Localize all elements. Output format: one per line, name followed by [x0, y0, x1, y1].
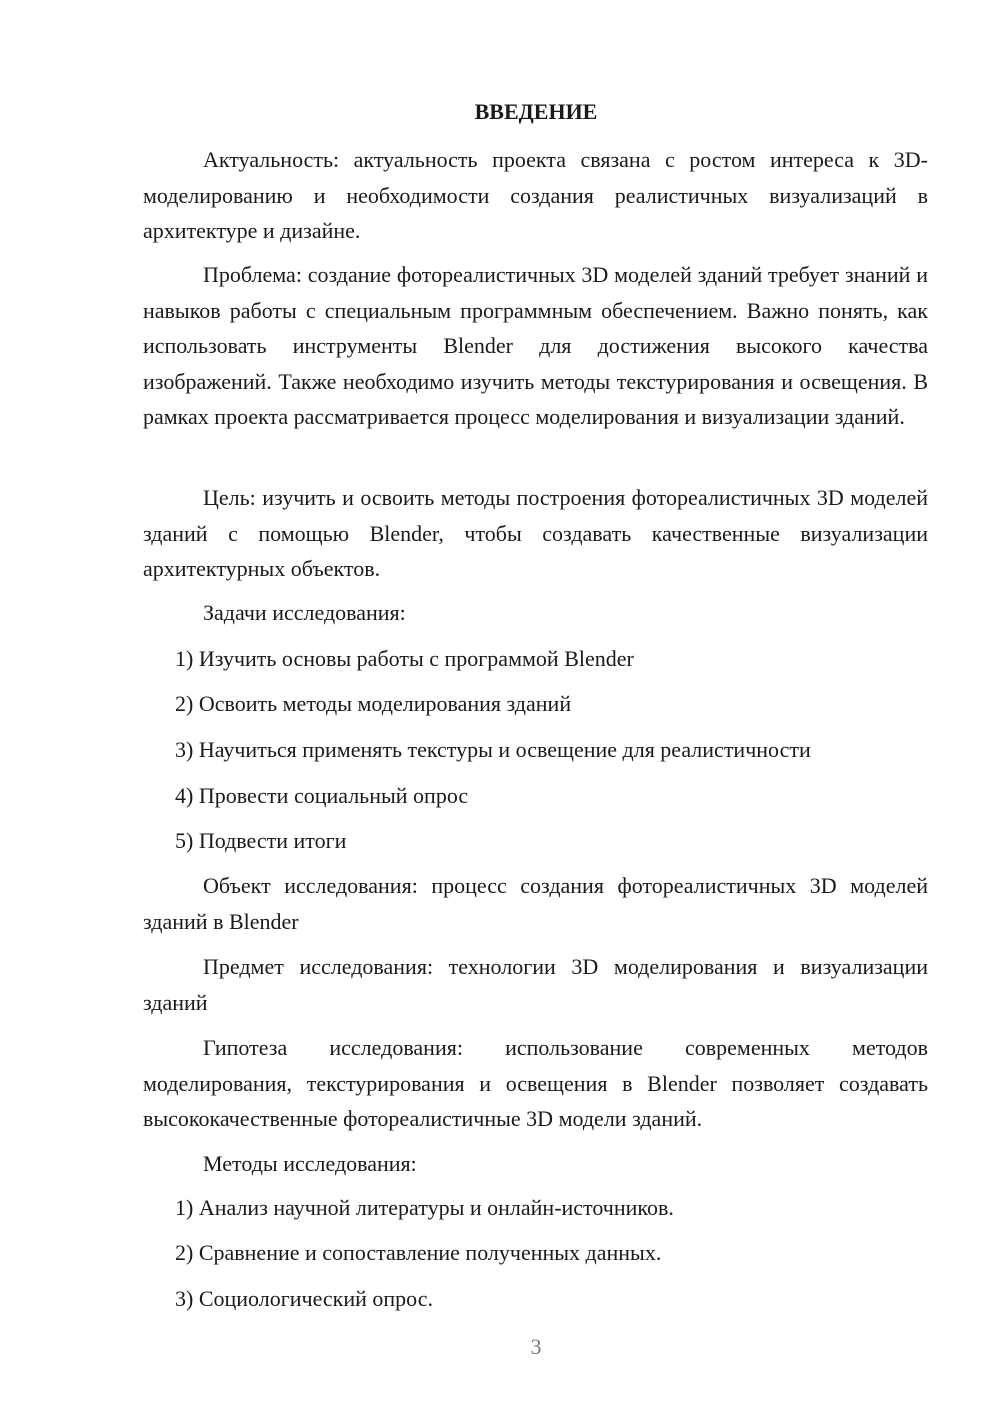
paragraph-goal: Цель: изучить и освоить методы построения фотореалистичных 3D моделей зданий с помощью Blender, чтобы создавать качественные визуализации архитектурных объектов.	[143, 485, 928, 581]
list-item-method-3: 3) Социологический опрос.	[175, 1286, 433, 1311]
list-item-task-1: 1) Изучить основы работы с программой Blender	[175, 646, 634, 671]
paragraph-relevance: Актуальность: актуальность проекта связана с ростом интереса к 3D-моделированию и необходимости создания реалистичных визуализаций в архитектуре и дизайне.	[143, 147, 928, 243]
paragraph-problem: Проблема: создание фотореалистичных 3D моделей зданий требует знаний и навыков работы с специальным программным обеспечением. Важно понять, как использовать инструменты Blender для достижения высокого качества изображений. Также необходимо изучить методы текстурирования и освещения. В рамках проекта рассматривается процесс моделирования и визуализации зданий.	[143, 262, 928, 429]
list-item-method-2: 2) Сравнение и сопоставление полученных данных.	[175, 1240, 662, 1265]
paragraph-hypothesis: Гипотеза исследования: использование современных методов моделирования, текстурирования и освещения в Blender позволяет создавать высококачественные фотореалистичные 3D модели зданий.	[143, 1035, 928, 1131]
list-item-task-3: 3) Научиться применять текстуры и освещение для реалистичности	[175, 737, 811, 762]
list-item-task-4: 4) Провести социальный опрос	[175, 783, 469, 808]
methods-heading: Методы исследования:	[203, 1151, 417, 1176]
section-heading: ВВЕДЕНИЕ	[474, 99, 598, 124]
list-item-task-2: 2) Освоить методы моделирования зданий	[175, 691, 572, 716]
list-item-method-1: 1) Анализ научной литературы и онлайн-источников.	[175, 1195, 674, 1220]
page-number: 3	[530, 1334, 542, 1359]
tasks-heading: Задачи исследования:	[203, 600, 406, 625]
paragraph-subject: Предмет исследования: технологии 3D моделирования и визуализации зданий	[143, 954, 928, 1015]
paragraph-object: Объект исследования: процесс создания фотореалистичных 3D моделей зданий в Blender	[143, 873, 928, 934]
list-item-task-5: 5) Подвести итоги	[175, 828, 347, 853]
